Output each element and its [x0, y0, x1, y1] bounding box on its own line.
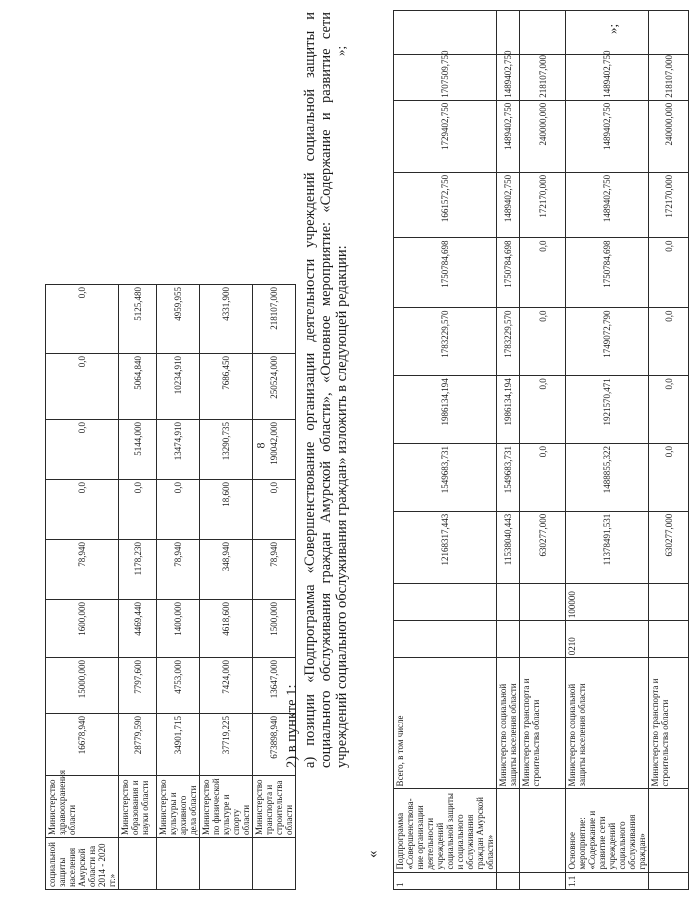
- value-cell: 18,600: [200, 480, 253, 540]
- value-cell: 1749072,790: [566, 308, 649, 376]
- value-cell: 0,0: [157, 480, 200, 540]
- value-cell: 4618,600: [200, 600, 253, 658]
- table-row: [649, 11, 689, 890]
- value-cell: 7797,600: [119, 658, 157, 714]
- executor-cell: Министерство социальной защиты населения области: [566, 658, 649, 789]
- value-cell: 34901,715: [157, 714, 200, 776]
- executor-cell: Министерство по физической культуре и спорту области: [200, 776, 253, 838]
- value-cell: 0,0: [520, 444, 566, 512]
- value-cell: 630277,000: [649, 511, 689, 583]
- value-cell: 1783229,570: [497, 308, 520, 376]
- value-cell: 78,940: [46, 540, 119, 600]
- value-cell: 5125,480: [119, 285, 157, 354]
- value-cell: 10234,910: [157, 354, 200, 420]
- value-cell: 0,0: [46, 480, 119, 540]
- value-cell: 5064,840: [119, 354, 157, 420]
- table-row: [394, 11, 497, 890]
- value-cell: 1400,000: [157, 600, 200, 658]
- executor-cell: Министерство транспорта и строительства области: [649, 658, 689, 789]
- closing-quote-bottom: »;: [605, 23, 620, 34]
- value-cell: 37719,225: [200, 714, 253, 776]
- code-cell: [649, 621, 689, 658]
- code-cell: [497, 583, 520, 620]
- value-cell: 4959,955: [157, 285, 200, 354]
- code-cell: [520, 583, 566, 620]
- code-cell: [649, 583, 689, 620]
- executor-cell: Министерство социальной защиты населения области: [497, 658, 520, 789]
- value-cell: 0,0: [46, 354, 119, 420]
- value-cell: 1921570,471: [566, 376, 649, 444]
- page-number: 8: [253, 442, 268, 449]
- value-cell: 0,0: [46, 285, 119, 354]
- value-cell: 1489402,750: [566, 100, 649, 172]
- table-row: [566, 11, 649, 890]
- value-cell: 13290,735: [200, 420, 253, 480]
- blank-cell: [649, 11, 689, 55]
- program-cell: [253, 838, 296, 890]
- top-table: [45, 284, 296, 890]
- value-cell: 1750784,698: [566, 238, 649, 308]
- value-cell: 1489402,750: [566, 54, 649, 100]
- value-cell: 1489402,750: [497, 100, 520, 172]
- value-cell: 0,0: [649, 444, 689, 512]
- value-cell: 1986134,194: [497, 376, 520, 444]
- name-cell: [497, 789, 520, 872]
- executor-cell: Всего, в том числе: [394, 658, 497, 789]
- bottom-table: [393, 10, 689, 890]
- program-cell: [200, 838, 253, 890]
- name-cell: [520, 789, 566, 872]
- value-cell: 1489402,750: [497, 54, 520, 100]
- program-cell: [119, 838, 157, 890]
- table-row: [157, 285, 200, 890]
- value-cell: 1783229,570: [394, 308, 497, 376]
- value-cell: 7686,450: [200, 354, 253, 420]
- value-cell: 13474,910: [157, 420, 200, 480]
- blank-cell: [520, 11, 566, 55]
- program-cell: социальной защиты населения Амурской области на 2014 - 2020 гг.»: [46, 838, 119, 890]
- value-cell: 1707509,750: [394, 54, 497, 100]
- executor-cell: Министерство транспорта и строительства области: [253, 776, 296, 838]
- value-cell: 1488855,322: [566, 444, 649, 512]
- executor-cell: Министерство здравоохранения области: [46, 776, 119, 838]
- value-cell: 78,940: [253, 540, 296, 600]
- table-row: [200, 285, 253, 890]
- table-row: [46, 285, 119, 890]
- value-cell: 0,0: [649, 376, 689, 444]
- blank-cell: [394, 11, 497, 55]
- table-row: [497, 11, 520, 890]
- value-cell: 1549683,731: [497, 444, 520, 512]
- value-cell: 0,0: [520, 376, 566, 444]
- value-cell: 4469,440: [119, 600, 157, 658]
- value-cell: 1986134,194: [394, 376, 497, 444]
- rotated-page-content: [15, 12, 674, 892]
- value-cell: 172170,000: [520, 172, 566, 238]
- value-cell: 240000,000: [520, 100, 566, 172]
- value-cell: 0,0: [46, 420, 119, 480]
- number-cell: [497, 872, 520, 889]
- value-cell: 15000,000: [46, 658, 119, 714]
- value-cell: 1489402,750: [497, 172, 520, 238]
- value-cell: 28779,590: [119, 714, 157, 776]
- value-cell: 250524,000: [253, 354, 296, 420]
- value-cell: 1178,230: [119, 540, 157, 600]
- value-cell: 4753,000: [157, 658, 200, 714]
- value-cell: 190042,000: [253, 420, 296, 480]
- code-cell: [394, 583, 497, 620]
- value-cell: 78,940: [157, 540, 200, 600]
- value-cell: 0,0: [253, 480, 296, 540]
- value-cell: 12168317,443: [394, 511, 497, 583]
- program-cell: [157, 838, 200, 890]
- value-cell: 0,0: [119, 480, 157, 540]
- name-cell: [649, 789, 689, 872]
- value-cell: 240000,000: [649, 100, 689, 172]
- value-cell: 1750784,698: [497, 238, 520, 308]
- value-cell: 0,0: [520, 238, 566, 308]
- executor-cell: Министерство культуры и архивного дела области: [157, 776, 200, 838]
- executor-cell: Министерство образования и науки области: [119, 776, 157, 838]
- value-cell: 0,0: [520, 308, 566, 376]
- value-cell: 13647,000: [253, 658, 296, 714]
- blank-cell: [497, 11, 520, 55]
- opening-quote: «: [365, 850, 381, 858]
- value-cell: 7424,000: [200, 658, 253, 714]
- value-cell: 4331,900: [200, 285, 253, 354]
- value-cell: 1489402,750: [566, 172, 649, 238]
- number-cell: 1.1: [566, 872, 649, 889]
- executor-cell: Министерство транспорта и строительства области: [520, 658, 566, 789]
- value-cell: 630277,000: [520, 511, 566, 583]
- value-cell: 172170,000: [649, 172, 689, 238]
- value-cell: 1500,000: [253, 600, 296, 658]
- item-a-text: а) позиции «Подпрограмма «Совершенствование организации деятельности учреждений социальной защиты и социального обслуживания граждан Амурской области», «Основное мероприятие: «Содержание и развитие сети учреждений социального обслуживания граждан» изложить в следующей редакции:: [302, 12, 350, 768]
- closing-quote-top: »;: [333, 45, 348, 56]
- number-cell: 1: [394, 872, 497, 889]
- value-cell: 348,940: [200, 540, 253, 600]
- value-cell: 16678,940: [46, 714, 119, 776]
- value-cell: 11538040,443: [497, 511, 520, 583]
- number-cell: [649, 872, 689, 889]
- value-cell: 1549683,731: [394, 444, 497, 512]
- value-cell: 673898,940: [253, 714, 296, 776]
- table-row: [520, 11, 566, 890]
- value-cell: 5144,000: [119, 420, 157, 480]
- value-cell: 0,0: [649, 238, 689, 308]
- value-cell: 11378491,531: [566, 511, 649, 583]
- value-cell: 1750784,698: [394, 238, 497, 308]
- item-2-text: 2) в пункте 1:: [284, 684, 300, 768]
- value-cell: 0,0: [649, 308, 689, 376]
- value-cell: 218107,000: [649, 54, 689, 100]
- code-cell: [497, 621, 520, 658]
- value-cell: 1600,000: [46, 600, 119, 658]
- code-cell: 0210: [566, 621, 649, 658]
- name-cell: Основное мероприятие: «Содержание и развитие сети учреждений социального обслуживания граждан»: [566, 789, 649, 872]
- code-cell: 100000: [566, 583, 649, 620]
- number-cell: [520, 872, 566, 889]
- name-cell: Подпрограмма «Совершенствова-ние организации деятельности учреждений социальной защиты и социального обслуживания граждан Амурской области»: [394, 789, 497, 872]
- value-cell: 1661572,750: [394, 172, 497, 238]
- table-row: [119, 285, 157, 890]
- value-cell: 218107,000: [253, 285, 296, 354]
- value-cell: 1729402,750: [394, 100, 497, 172]
- code-cell: [520, 621, 566, 658]
- code-cell: [394, 621, 497, 658]
- value-cell: 218107,000: [520, 54, 566, 100]
